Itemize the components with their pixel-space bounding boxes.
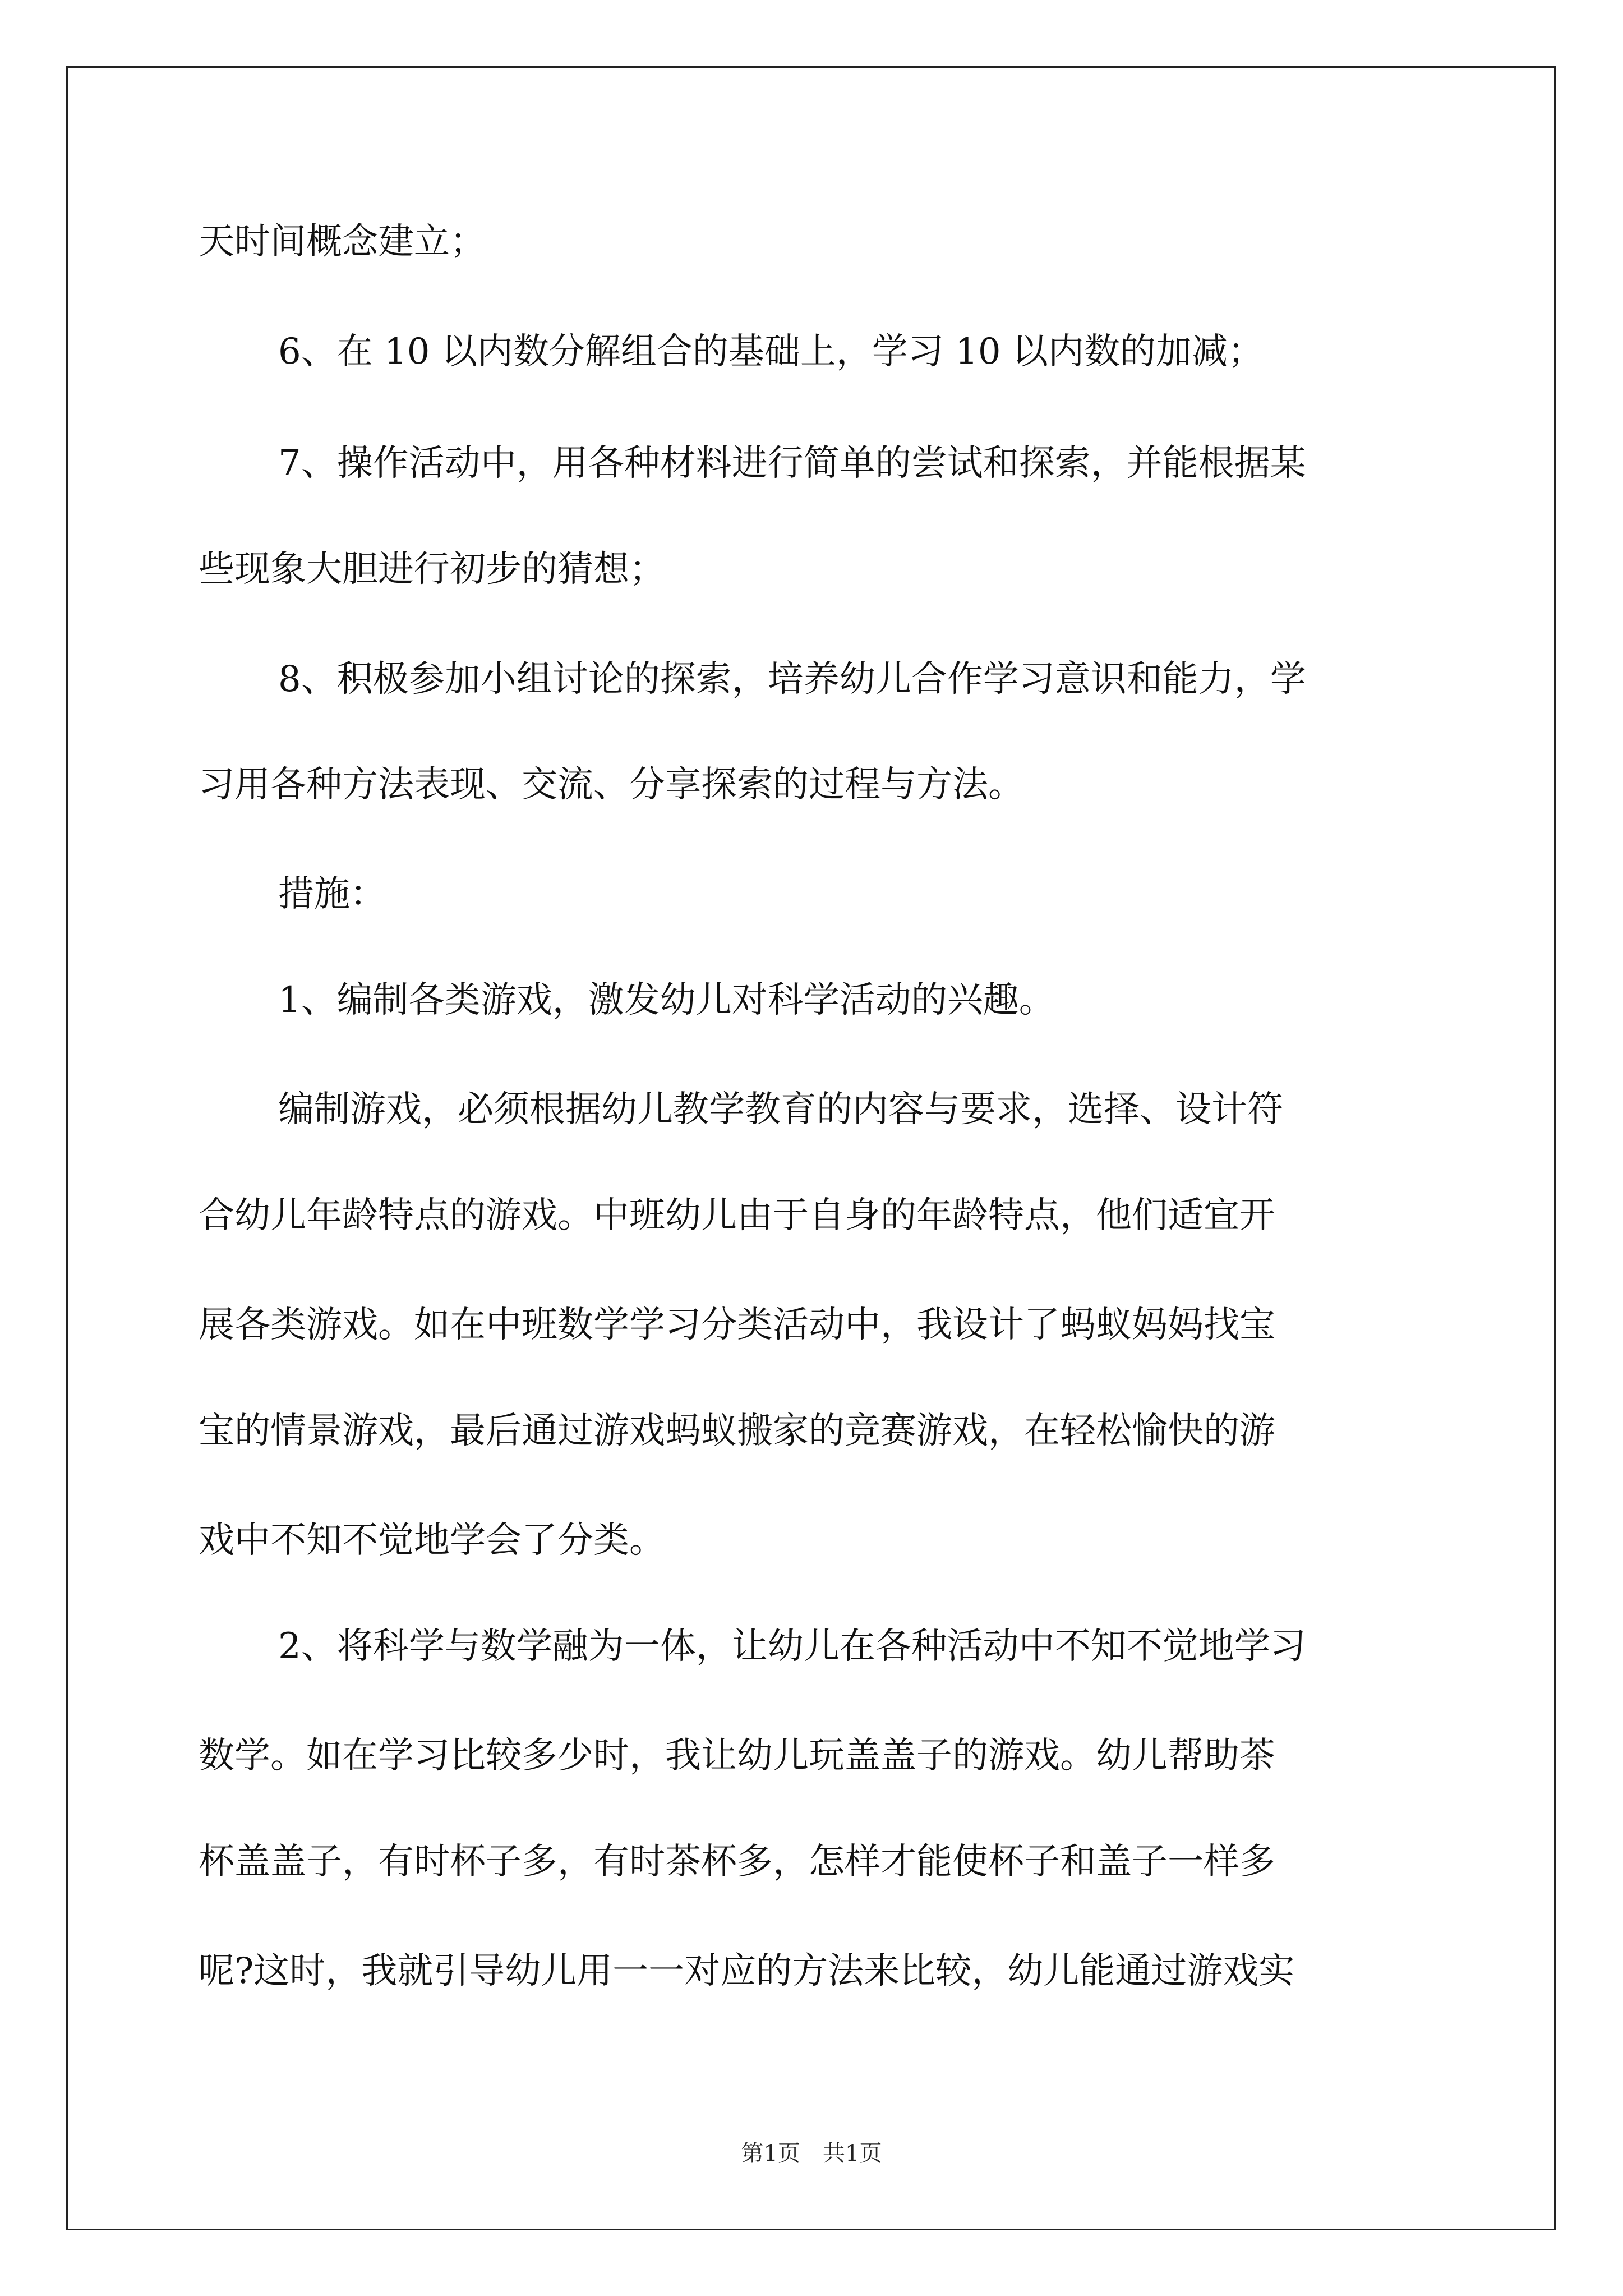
page-border — [66, 66, 1556, 2230]
text-line: 习用各种方法表现、交流、分享探索的过程与方法。 — [199, 764, 1024, 806]
text-line: 1、编制各类游戏，激发幼儿对科学活动的兴趣。 — [278, 979, 1055, 1021]
text-line: 7、操作活动中，用各种材料进行简单的尝试和探索，并能根据某 — [278, 443, 1306, 484]
text-line: 合幼儿年龄特点的游戏。中班幼儿由于自身的年龄特点，他们适宜开 — [199, 1195, 1275, 1236]
text-line: 8、积极参加小组讨论的探索，培养幼儿合作学习意识和能力，学 — [278, 659, 1306, 700]
text-line: 编制游戏，必须根据幼儿教学教育的内容与要求，选择、设计符 — [278, 1089, 1283, 1130]
text-line: 2、将科学与数学融为一体，让幼儿在各种活动中不知不觉地学习 — [278, 1626, 1306, 1667]
text-line: 戏中不知不觉地学会了分类。 — [199, 1520, 665, 1561]
text-line: 杯盖盖子，有时杯子多，有时茶杯多，怎样才能使杯子和盖子一样多 — [199, 1841, 1275, 1883]
text-line: 措施： — [278, 873, 386, 915]
text-line: 些现象大胆进行初步的猜想； — [199, 549, 665, 590]
text-line: 6、在 10 以内数分解组合的基础上，学习 10 以内数的加减； — [278, 331, 1264, 372]
text-line: 数学。如在学习比较多少时，我让幼儿玩盖盖子的游戏。幼儿帮助茶 — [199, 1735, 1275, 1777]
text-line: 展各类游戏。如在中班数学学习分类活动中，我设计了蚂蚁妈妈找宝 — [199, 1304, 1275, 1346]
text-line: 宝的情景游戏，最后通过游戏蚂蚁搬家的竞赛游戏，在轻松愉快的游 — [199, 1410, 1275, 1452]
text-line: 呢?这时，我就引导幼儿用一一对应的方法来比较，幼儿能通过游戏实 — [199, 1950, 1295, 1992]
text-line: 天时间概念建立； — [199, 221, 486, 263]
page-number-footer: 第1页 共1页 — [741, 2141, 882, 2166]
